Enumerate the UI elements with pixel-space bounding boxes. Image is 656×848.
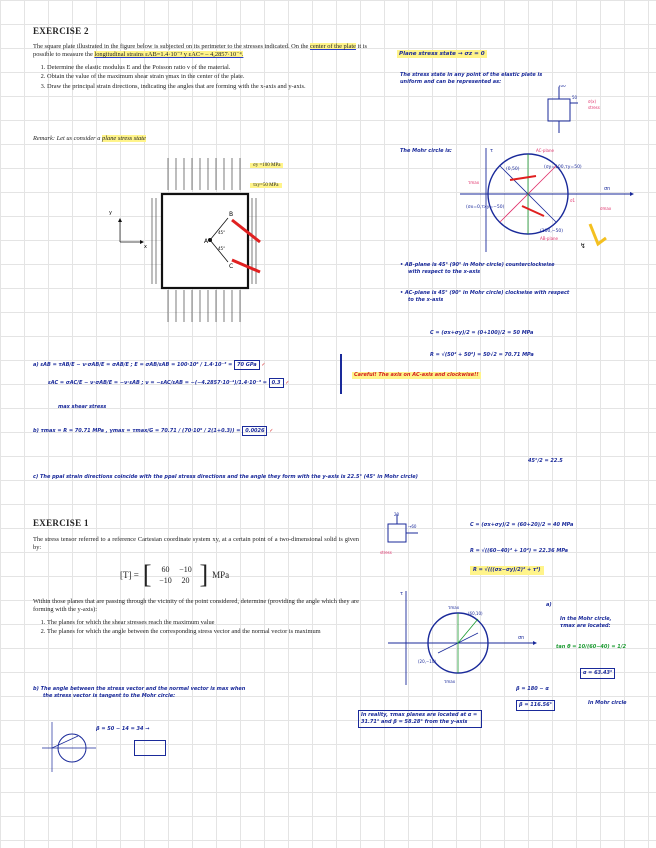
mohr-note-line: τmax are located: bbox=[560, 623, 611, 629]
svg-text:σ(x): σ(x) bbox=[588, 99, 597, 104]
svg-text:100: 100 bbox=[558, 85, 566, 88]
alpha-answer: α = 63.43° bbox=[580, 668, 615, 679]
top-stress-arrows bbox=[168, 158, 240, 190]
ex1-part-a-label: a) bbox=[546, 602, 552, 608]
svg-text:AB-plane: AB-plane bbox=[540, 236, 559, 241]
ab-plane-line: with respect to the x-axis bbox=[408, 269, 481, 275]
tangent-equation: tan θ = 10/(60−40) = 1/2 bbox=[556, 644, 627, 650]
radius-formula-box: R = √(((σx−σy)/2)² + τ²) bbox=[470, 566, 544, 575]
ex2-strains-highlight: longitudinal strains εAB=1.4·10⁻³ y εAC= – 4,2857·10⁻⁴. bbox=[94, 51, 244, 59]
svg-text:45°: 45° bbox=[218, 230, 226, 235]
ex2-remark bbox=[33, 135, 146, 143]
max-shear-strain-answer: 0.0026 bbox=[242, 426, 267, 436]
remark-text: Remark: Let us consider a bbox=[33, 135, 103, 142]
stress-tensor bbox=[120, 562, 229, 588]
svg-text:AC-plane: AC-plane bbox=[536, 148, 554, 153]
ex2-intro-text-2: it is possible to measure the bbox=[33, 43, 367, 59]
svg-text:45°: 45° bbox=[218, 246, 226, 251]
ex2-task: 2. Obtain the value of the maximum shear strain γmax in the center of the plate. bbox=[47, 73, 367, 81]
svg-text:(0,50): (0,50) bbox=[506, 167, 520, 172]
ex2-title: EXERCISE 2 bbox=[33, 26, 89, 36]
tensor-matrix bbox=[156, 565, 196, 585]
ac-plane-line: • AC-plane is 45° (90° in Mohr circle) clockwise with respect bbox=[400, 290, 570, 296]
ex2-center-equation: C = (σx+σy)/2 = (0+100)/2 = 50 MPa bbox=[430, 330, 534, 336]
ex1-mohr-circle bbox=[378, 585, 538, 690]
ex2-intro-text: The square plate illustrated in the figure below is subjected on its perimeter to the stresses indicated. On the bbox=[33, 43, 310, 50]
ex1-statement-1: The stress tensor referred to a reference Cartesian coordinate system xy, at a certain point of a two-dimensional solid is given by: bbox=[33, 536, 359, 552]
ex1-question: Within those planes that are passing through the vicinity of the point considered, determine (providing the angle which they are forming with the y-axis): bbox=[33, 598, 359, 614]
ex1-stress-element bbox=[378, 512, 428, 562]
ex1-mohr-note bbox=[560, 616, 612, 630]
ex1-statement-2 bbox=[33, 598, 359, 638]
ex2-part-b: b) τmax = R = 70.71 MPa , γmax = τmax/G = 70.71 / (70·10⁹ / 2(1+0.3)) = 0.0026 ✓ bbox=[33, 428, 274, 434]
reality-note: In reality, τmax planes are located at α = 31.71° and β = 58.28° from the y-axis bbox=[358, 710, 482, 728]
remark-highlight: plane stress state bbox=[102, 135, 146, 142]
max-shear-note: max shear stress bbox=[58, 404, 107, 410]
ex2-task-list bbox=[47, 64, 367, 91]
elastic-modulus-answer: 70 GPa bbox=[234, 360, 260, 370]
ex2-part-c: c) The ppal strain directions coincide with the ppal stress directions and the angle they form with the y-axis is 22.5° (45° in Mohr circle) bbox=[33, 474, 418, 480]
svg-text:(σy=100,τy=50): (σy=100,τy=50) bbox=[544, 165, 582, 170]
bottom-stress-arrows bbox=[168, 290, 240, 322]
beta-answer: β = 116.56° bbox=[516, 700, 555, 711]
svg-text:τmax: τmax bbox=[444, 679, 456, 684]
beta-equation: β = 180 − α bbox=[516, 686, 549, 692]
ex2-mohr-circle bbox=[440, 140, 640, 260]
stress-state-line: The stress state in any point of the elastic plate is bbox=[400, 72, 543, 78]
svg-text:→60: →60 bbox=[408, 524, 417, 529]
svg-text:(60,10): (60,10) bbox=[468, 611, 483, 616]
stress-state-note bbox=[400, 72, 630, 86]
svg-text:20: 20 bbox=[394, 512, 400, 517]
ac-plane-note bbox=[400, 290, 640, 304]
svg-text:B: B bbox=[229, 211, 234, 218]
ac-plane-line: to the x-axis bbox=[408, 297, 444, 303]
poisson-ratio-answer: 0.3 bbox=[269, 378, 284, 388]
bracket-left: [ bbox=[142, 560, 152, 589]
stress-state-line: uniform and can be represented as: bbox=[400, 79, 502, 85]
beta-note: In Mohr circle bbox=[588, 700, 627, 706]
tensor-units: MPa bbox=[212, 570, 230, 580]
mohr-circle-note: The Mohr circle is: bbox=[400, 148, 452, 154]
angle-fraction: 45°/2 = 22.5 bbox=[528, 458, 563, 464]
svg-text:stress: stress bbox=[588, 105, 600, 110]
svg-text:(100,−50): (100,−50) bbox=[540, 229, 564, 234]
svg-text:σn: σn bbox=[518, 635, 525, 641]
mini-answer-box bbox=[134, 740, 166, 756]
svg-text:σn: σn bbox=[604, 186, 611, 192]
tensor-entry: 20 bbox=[181, 576, 190, 585]
svg-text:τmax: τmax bbox=[468, 180, 480, 185]
ab-plane-line: • AB-plane is 45° (90° in Mohr circle) counterclockwise bbox=[400, 262, 555, 268]
svg-text:σmax: σmax bbox=[600, 206, 612, 211]
ex1-part-b bbox=[33, 686, 353, 700]
svg-text:↯: ↯ bbox=[580, 242, 586, 250]
svg-text:τmax: τmax bbox=[448, 605, 460, 610]
mohr-note-line: In the Mohr circle, bbox=[560, 616, 612, 622]
part-a-equation: a) εAB = τAB/E − ν·σAB/E = σAB/E ; E = σAB/εAB = 100·10⁶ / 1.4·10⁻³ = bbox=[33, 362, 233, 368]
bracket bbox=[340, 354, 342, 394]
part-b-equation: b) τmax = R = 70.71 MPa , γmax = τmax/G = 70.71 / (70·10⁹ / 2(1+0.3)) = bbox=[33, 428, 241, 434]
ex1-radius-equation: R = √((60−40)² + 10²) = 22.36 MPa bbox=[470, 548, 569, 554]
svg-text:C: C bbox=[229, 263, 234, 270]
svg-text:50: 50 bbox=[572, 95, 578, 100]
bracket-right: ] bbox=[199, 560, 209, 589]
tensor-entry: −10 bbox=[159, 576, 172, 585]
svg-text:y: y bbox=[109, 210, 112, 216]
svg-text:(σx=0,τxy=−50): (σx=0,τxy=−50) bbox=[466, 205, 505, 210]
svg-text:A: A bbox=[204, 238, 209, 245]
tensor-entry: 60 bbox=[161, 565, 170, 574]
ex1-task: 2. The planes for which the angle between the corresponding stress vector and the normal vector is maximum bbox=[47, 628, 359, 636]
svg-text:σ1: σ1 bbox=[570, 198, 576, 203]
stress-sigma-y-label: σy =100 MPa bbox=[250, 163, 283, 168]
ex2-part-a-line2: εAC = σAC/E − ν·σAB/E = −ν·εAB ; ν = −εAC/εAB = −(−4.2857·10⁻⁴)/1.4·10⁻³ = 0.3 ✓ bbox=[48, 380, 290, 386]
svg-text:τ: τ bbox=[400, 591, 404, 597]
part-b-line: b) The angle between the stress vector and the normal vector is max when bbox=[33, 686, 246, 692]
ex2-center-highlight: center of the plate bbox=[309, 43, 356, 50]
ex2-task: 1. Determine the elastic modulus E and the Poisson ratio ν of the material. bbox=[47, 64, 367, 72]
ex2-task: 3. Draw the principal strain directions, indicating the angles that are forming with the x-axis and y-axis. bbox=[47, 83, 367, 91]
ex1-task: 1. The planes for which the shear stresses reach the maximum value bbox=[47, 619, 359, 627]
part-b-line: the stress vector is tangent to the Mohr circle: bbox=[43, 693, 176, 699]
stress-tau-xy-label: τxy=50 MPa bbox=[250, 183, 282, 188]
ab-plane-note bbox=[400, 262, 640, 276]
ex2-part-a-line1: a) εAB = τAB/E − ν·σAB/E = σAB/E ; E = σAB/εAB = 100·10⁶ / 1.4·10⁻³ = 70 GPa ✓ bbox=[33, 362, 266, 368]
mini-mohr-sketch bbox=[38, 716, 98, 776]
svg-text:stress: stress bbox=[380, 550, 392, 555]
plane-stress-note: Plane stress state → σz = 0 bbox=[399, 51, 485, 57]
stress-element-sketch bbox=[530, 85, 620, 140]
ex1-task-list bbox=[47, 619, 359, 637]
mini-equation: β = 50 − 14 = 34 → bbox=[96, 726, 150, 732]
ex2-statement bbox=[33, 43, 367, 92]
ex1-center-equation: C = (σx+σy)/2 = (60+20)/2 = 40 MPa bbox=[470, 522, 574, 528]
tensor-label: [T] = bbox=[120, 570, 139, 580]
svg-text:(20,−10): (20,−10) bbox=[418, 659, 436, 664]
tensor-entry: −10 bbox=[179, 565, 192, 574]
careful-note: Careful! The axis on AC-axis and clockwise!! bbox=[354, 372, 479, 378]
ex2-plate-figure bbox=[100, 150, 300, 330]
part-a-equation: εAC = σAC/E − ν·σAB/E = −ν·εAB ; ν = −εAC/εAB = −(−4.2857·10⁻⁴)/1.4·10⁻³ = bbox=[48, 380, 267, 386]
svg-text:τ: τ bbox=[490, 148, 494, 154]
svg-text:x: x bbox=[144, 244, 147, 250]
ex1-title: EXERCISE 1 bbox=[33, 518, 89, 528]
ex2-radius-equation: R = √(50² + 50²) = 50√2 = 70.71 MPa bbox=[430, 352, 534, 358]
